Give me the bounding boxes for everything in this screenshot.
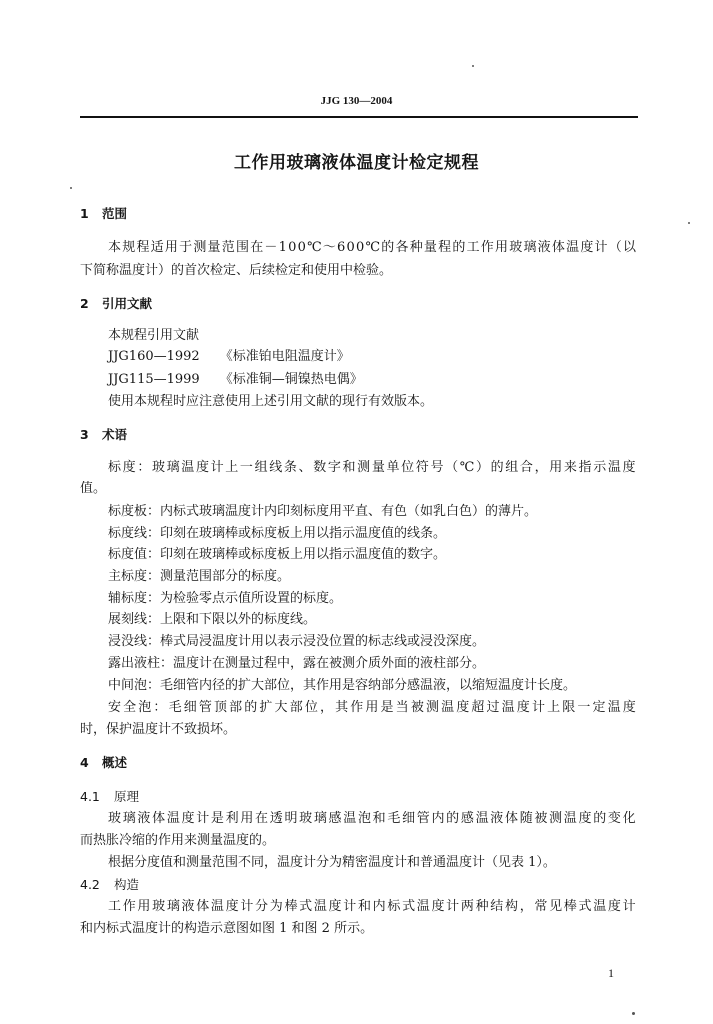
principle-para-line1: 玻 璃 液 体 温 度 计 是 利 用 在 透 明 玻 璃 感 温 泡 和 毛 细 管 内 的 感 温 液 体 随 被 测 温 度 的 变 化 xyxy=(108,811,636,826)
section-3-heading xyxy=(80,427,127,443)
section-4-heading xyxy=(80,755,127,771)
section-1-number: 1 xyxy=(80,206,89,221)
reference-2-code: JJG115—1999 xyxy=(108,372,200,387)
page-number: 1 xyxy=(608,966,614,980)
reference-1 xyxy=(108,349,350,365)
scan-speck xyxy=(632,1012,635,1015)
section-2-title: 引用文献 xyxy=(102,296,153,311)
subsection-4-1-number: 4.1 xyxy=(80,789,100,804)
reference-2 xyxy=(108,372,363,388)
reference-2-title: 《标准铜—铜镍热电偶》 xyxy=(219,372,363,387)
term-11-line2: 时，保护温度计不致损坏。 xyxy=(80,722,237,737)
term-1-line2: 值。 xyxy=(80,481,107,496)
construction-para-line2: 和内标式温度计的构造示意图如图 1 和图 2 所示。 xyxy=(80,921,374,936)
term-11-line1: 安 全 泡 ： 毛 细 管 顶 部 的 扩 大 部 位 ， 其 作 用 是 当 被 测 温 度 超 过 温 度 计 上 限 一 定 温 度 xyxy=(108,700,636,715)
scan-speck xyxy=(472,65,474,67)
term-4: 标度值：印刻在玻璃棒或标度板上用以指示温度值的数字。 xyxy=(108,547,447,562)
section-1-para-line1: 本 规 程 适 用 于 测 量 范 围 在 － 1 0 0 ℃ ～ 6 0 0 ℃ 的 各 种 量 程 的 工 作 用 玻 璃 液 体 温 度 计 （ 以 xyxy=(108,240,636,255)
section-1-title: 范围 xyxy=(102,206,128,221)
subsection-4-2-heading xyxy=(80,877,139,893)
section-3-number: 3 xyxy=(80,427,89,442)
section-4-number: 4 xyxy=(80,755,89,770)
subsection-4-1-title: 原理 xyxy=(114,789,140,804)
term-10: 中间泡：毛细管内径的扩大部位，其作用是容纳部分感温液，以缩短温度计长度。 xyxy=(108,678,577,693)
term-8: 浸没线：棒式局浸温度计用以表示浸没位置的标志线或浸没深度。 xyxy=(108,634,486,649)
section-4-title: 概述 xyxy=(102,755,128,770)
term-1-line1: 标 度 ： 玻 璃 温 度 计 上 一 组 线 条 、 数 字 和 测 量 单 位 符 号 （ ℃ ） 的 组 合 ， 用 来 指 示 温 度 xyxy=(108,460,636,475)
section-3-title: 术语 xyxy=(102,427,128,442)
section-1-para-line2: 下简称温度计）的首次检定、后续检定和使用中检验。 xyxy=(80,263,393,278)
scan-speck xyxy=(70,187,72,189)
reference-1-code: JJG160—1992 xyxy=(108,349,200,364)
term-2: 标度板：内标式玻璃温度计内印刻标度用平直、有色（如乳白色）的薄片。 xyxy=(108,504,538,519)
term-9: 露出液柱：温度计在测量过程中，露在被测介质外面的液柱部分。 xyxy=(108,656,486,671)
subsection-4-2-title: 构造 xyxy=(114,877,140,892)
section-1-heading xyxy=(80,206,127,222)
term-7: 展刻线：上限和下限以外的标度线。 xyxy=(108,612,317,627)
header-rule xyxy=(80,116,638,118)
document-title: 工作用玻璃液体温度计检定规程 xyxy=(234,153,479,173)
principle-para-2: 根据分度值和测量范围不同，温度计分为精密温度计和普通温度计（见表 1）。 xyxy=(108,855,556,870)
section-2-heading xyxy=(80,296,152,312)
subsection-4-2-number: 4.2 xyxy=(80,877,100,892)
principle-para-line2: 而热胀冷缩的作用来测量温度的。 xyxy=(80,833,276,848)
section-2-number: 2 xyxy=(80,296,89,311)
term-5: 主标度：测量范围部分的标度。 xyxy=(108,569,291,584)
subsection-4-1-heading xyxy=(80,789,139,805)
construction-para-line1: 工 作 用 玻 璃 液 体 温 度 计 分 为 棒 式 温 度 计 和 内 标 式 温 度 计 两 种 结 构 ， 常 见 棒 式 温 度 计 xyxy=(108,899,636,914)
standard-code-header: JJG 130—2004 xyxy=(320,95,393,107)
term-3: 标度线：印刻在玻璃棒或标度板上用以指示温度值的线条。 xyxy=(108,526,447,541)
reference-1-title: 《标准铂电阻温度计》 xyxy=(219,349,350,364)
term-6: 辅标度：为检验零点示值所设置的标度。 xyxy=(108,591,343,606)
scan-speck xyxy=(688,222,690,224)
section-2-intro: 本规程引用文献 xyxy=(108,328,200,343)
section-2-note: 使用本规程时应注意使用上述引用文献的现行有效版本。 xyxy=(108,394,434,409)
